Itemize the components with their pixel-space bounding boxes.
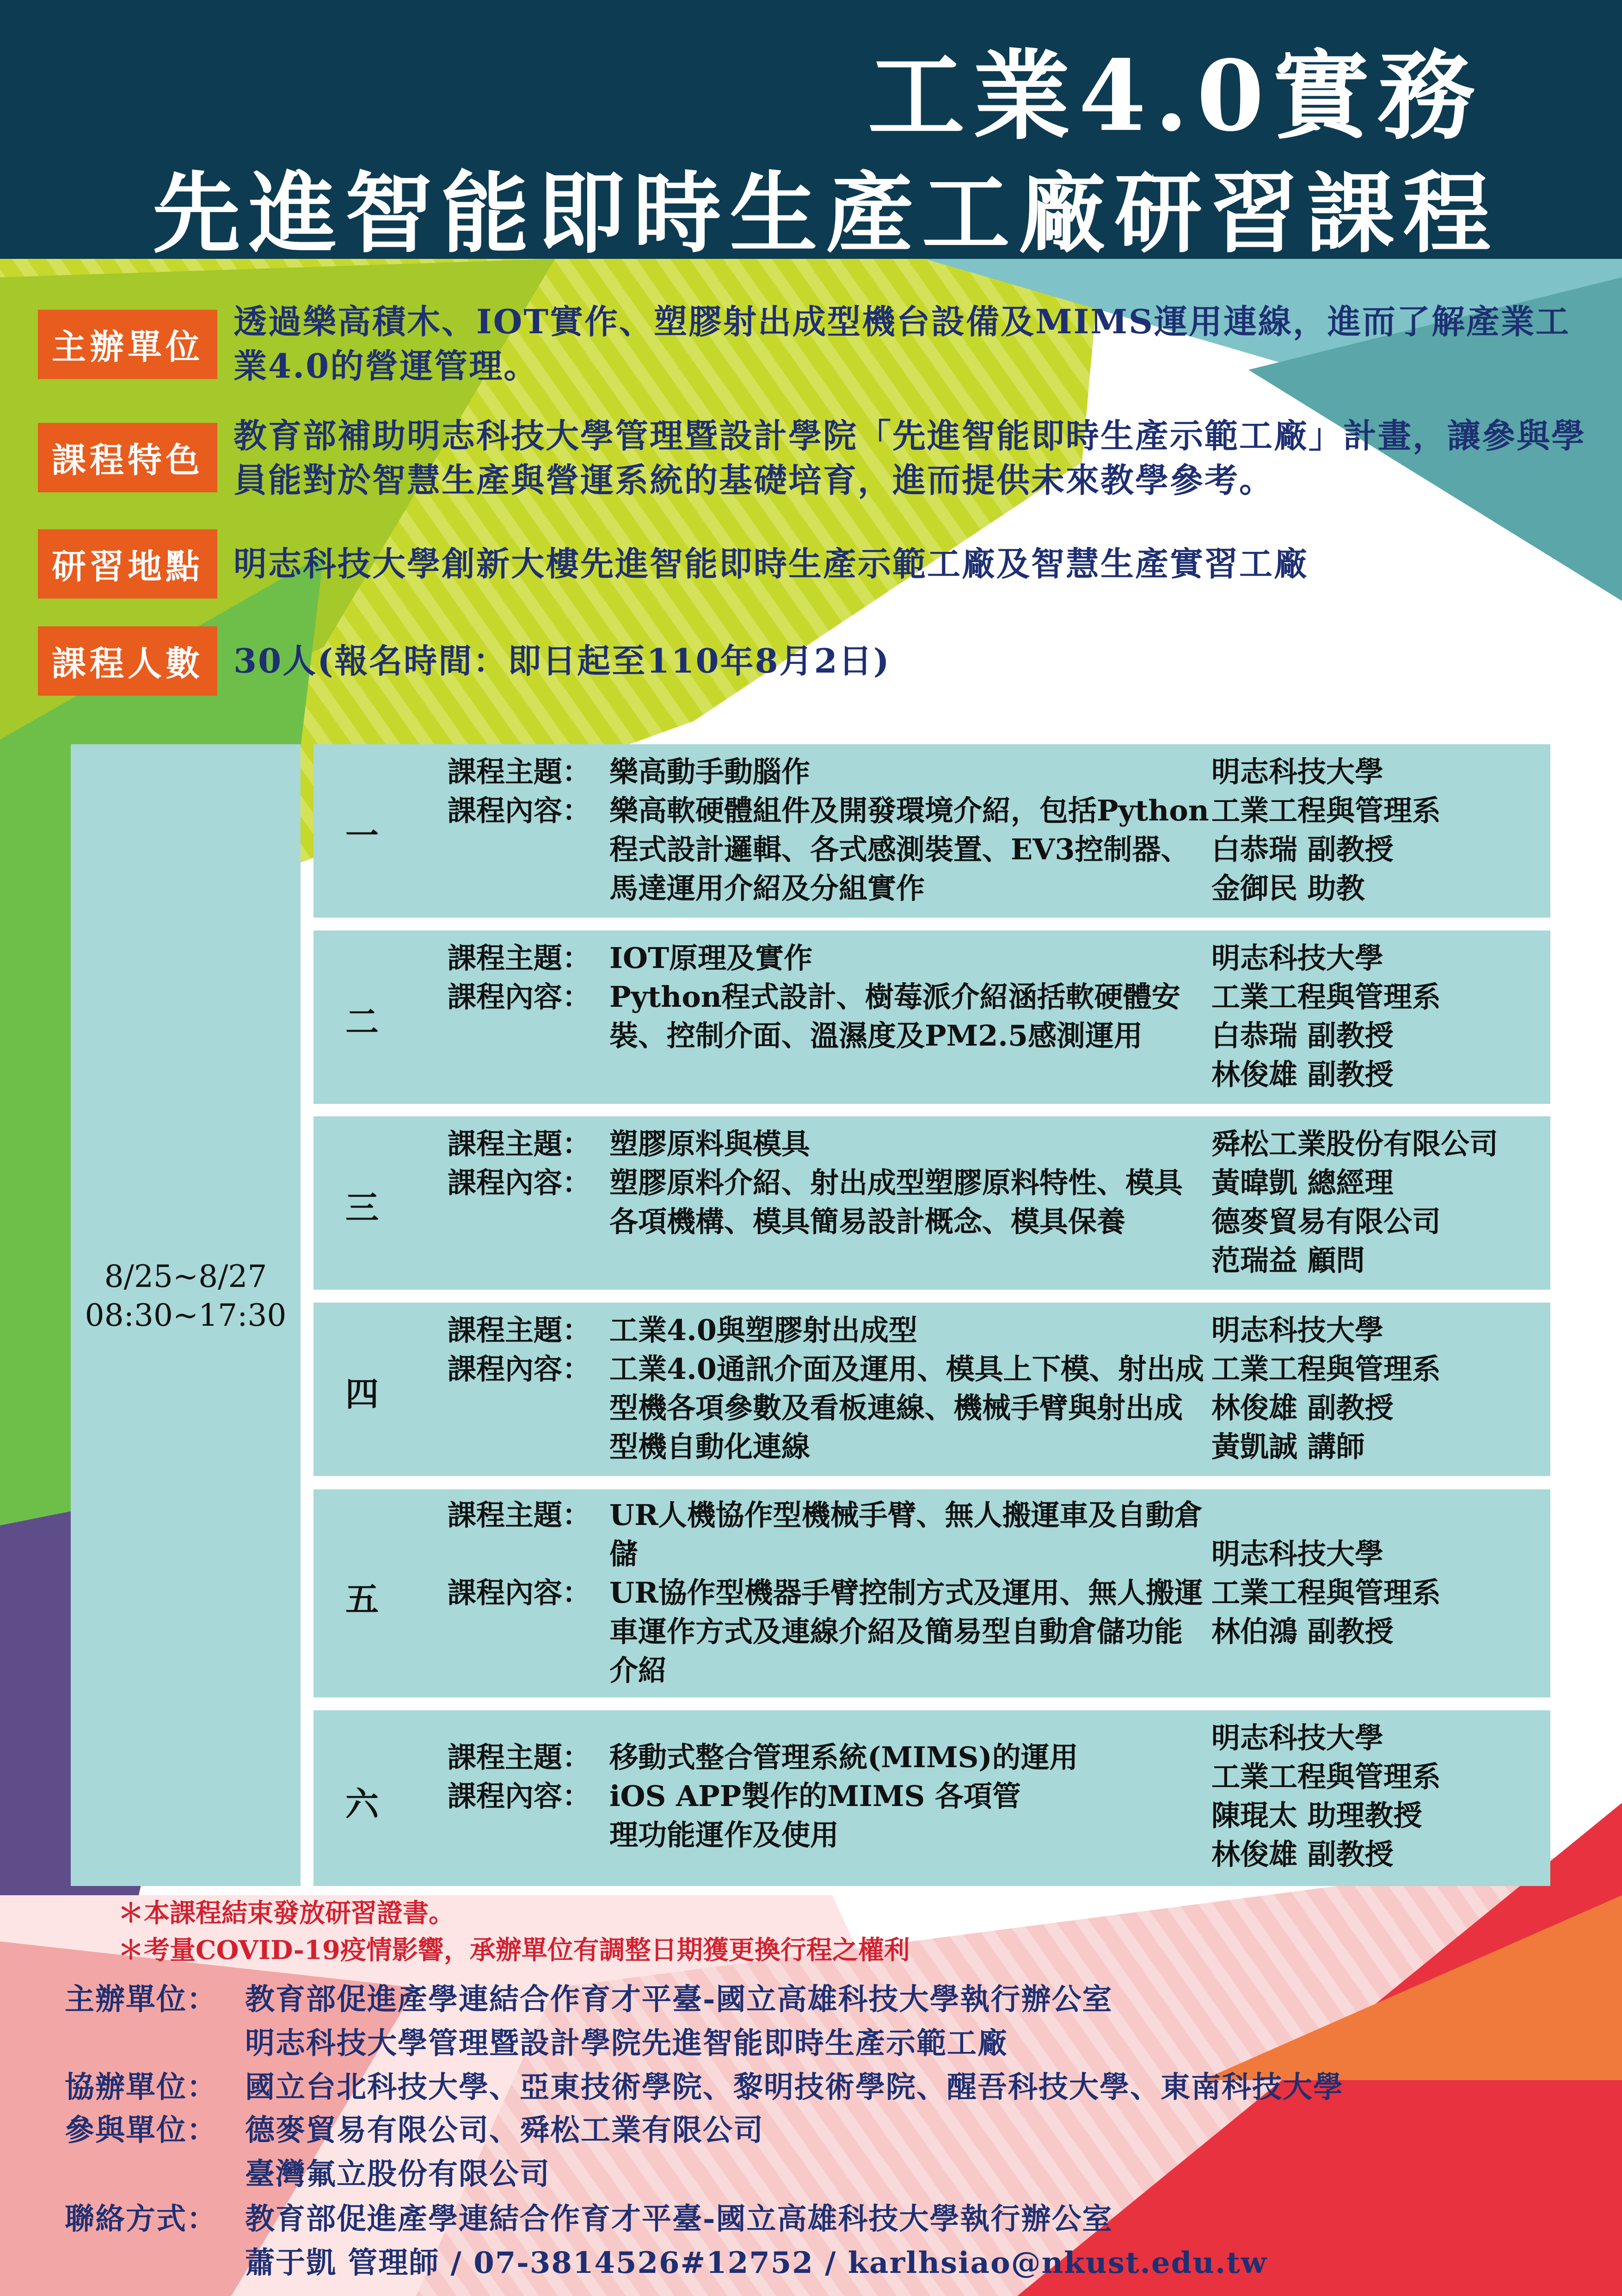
session-row <box>313 1116 1550 1290</box>
contact-label: 聯絡方式： <box>65 2202 217 2236</box>
instructor-line: 工業工程與管理系 <box>1211 1576 1441 1610</box>
instructor-line: 工業工程與管理系 <box>1211 980 1441 1014</box>
date-cell <box>71 744 301 1886</box>
topic-label: 課程主題： <box>448 755 591 789</box>
session-row <box>313 1710 1550 1886</box>
session-topic: 移動式整合管理系統(MIMS)的運用 <box>609 1740 1078 1774</box>
topic-label: 課程主題： <box>448 1127 591 1161</box>
instructor-line: 黃凱誠 講師 <box>1211 1430 1365 1463</box>
topic-label: 課程主題： <box>448 1313 591 1347</box>
content-label: 課程內容： <box>448 1576 591 1610</box>
title-line-2: 先進智能即時生產工廠研習課程 <box>153 162 1499 265</box>
session-row <box>313 744 1550 918</box>
topic-label: 課程主題： <box>448 1740 591 1774</box>
location-badge: 研習地點 <box>38 529 217 599</box>
session-instructor <box>1211 1719 1544 1874</box>
note-covid: ＊考量COVID-19疫情影響，承辦單位有調整日期獲更換行程之權利 <box>118 1935 910 1965</box>
session-row <box>313 1303 1550 1476</box>
instructor-line: 林俊雄 副教授 <box>1211 1391 1394 1425</box>
instructor-line: 林俊雄 副教授 <box>1211 1058 1394 1091</box>
session-instructor <box>1211 939 1544 1094</box>
instructor-line: 明志科技大學 <box>1211 755 1384 789</box>
participant-line-1: 德麥貿易有限公司、舜松工業有限公司 <box>245 2113 764 2148</box>
session-number: 二 <box>345 1002 379 1041</box>
instructor-line: 林俊雄 副教授 <box>1211 1837 1394 1871</box>
instructor-line: 金御民 助教 <box>1211 871 1365 905</box>
feature-badge: 課程特色 <box>38 423 217 492</box>
co-organizer-text: 國立台北科技大學、亞東技術學院、黎明技術學院、醒吾科技大學、東南科技大學 <box>245 2070 1344 2105</box>
instructor-line: 工業工程與管理系 <box>1211 794 1441 827</box>
session-row <box>313 931 1550 1104</box>
instructor-line: 舜松工業股份有限公司 <box>1211 1127 1499 1161</box>
session-topic: 塑膠原料與模具 <box>609 1127 811 1161</box>
content-label: 課程內容： <box>448 1779 591 1813</box>
session-topic: 樂高動手動腦作 <box>609 755 811 789</box>
instructor-line: 林伯鴻 副教授 <box>1211 1615 1394 1648</box>
instructor-line: 白恭瑞 副教授 <box>1211 833 1394 866</box>
session-content: Python程式設計、樹莓派介紹涵括軟硬體安裝、控制介面、溫濕度及PM2.5感測運用 <box>609 980 1180 1053</box>
note-certificate: ＊本課程結束發放研習證書。 <box>118 1898 455 1929</box>
session-content: 工業4.0通訊介面及運用、模具上下模、射出成型機各項參數及看板連線、機械手臂與射出成型機自動化連線 <box>609 1352 1204 1463</box>
session-number: 三 <box>345 1188 379 1227</box>
instructor-line: 范瑞益 顧問 <box>1211 1243 1365 1277</box>
title-line-1: 工業4.0實務 <box>867 39 1483 153</box>
participant-line-2: 臺灣氟立股份有限公司 <box>245 2157 550 2192</box>
instructor-line: 明志科技大學 <box>1211 1313 1384 1347</box>
organizer-label: 主辦單位： <box>65 1982 217 2017</box>
topic-label: 課程主題： <box>448 941 591 975</box>
session-row <box>313 1489 1550 1697</box>
content-label: 課程內容： <box>448 794 591 827</box>
instructor-line: 白恭瑞 副教授 <box>1211 1019 1394 1053</box>
course-time: 08:30~17:30 <box>85 1298 287 1333</box>
contact-line-1: 教育部促進產學連結合作育才平臺-國立高雄科技大學執行辦公室 <box>245 2202 1113 2236</box>
session-instructor <box>1211 753 1544 908</box>
session-instructor <box>1211 1311 1544 1466</box>
content-label: 課程內容： <box>448 1166 591 1200</box>
instructor-line: 明志科技大學 <box>1211 941 1384 975</box>
session-topic: UR人機協作型機械手臂、無人搬運車及自動倉儲 <box>609 1498 1203 1571</box>
session-topic: IOT原理及實作 <box>609 941 813 975</box>
session-number: 四 <box>345 1374 379 1414</box>
instructor-line: 明志科技大學 <box>1211 1537 1384 1571</box>
topic-label: 課程主題： <box>448 1498 591 1532</box>
session-number: 一 <box>345 816 379 855</box>
session-instructor <box>1211 1535 1544 1651</box>
session-content: iOS APP製作的MIMS 各項管理功能運作及使用 <box>609 1779 1021 1852</box>
content-label: 課程內容： <box>448 980 591 1014</box>
session-content: UR協作型機器手臂控制方式及運用、無人搬運車運作方式及連線介紹及簡易型自動倉儲功能介紹 <box>609 1576 1203 1687</box>
course-date: 8/25~8/27 <box>104 1259 267 1294</box>
organizer-line-2: 明志科技大學管理暨設計學院先進智能即時生產示範工廠 <box>245 2026 1008 2061</box>
co-organizer-label: 協辦單位： <box>65 2070 217 2105</box>
content-label: 課程內容： <box>448 1352 591 1386</box>
organizer-badge: 主辦單位 <box>38 310 217 379</box>
session-number: 五 <box>345 1580 379 1619</box>
info-text-4: 30人(報名時間：即日起至110年8月2日) <box>233 641 891 680</box>
instructor-line: 明志科技大學 <box>1211 1721 1384 1755</box>
instructor-line: 陳琨太 助理教授 <box>1211 1799 1422 1832</box>
contact-line-2: 蕭于凱 管理師 / 07-3814526#12752 / karlhsiao@nkust.edu.tw <box>245 2246 1267 2280</box>
participant-label: 參與單位： <box>65 2113 217 2148</box>
capacity-badge: 課程人數 <box>38 626 217 696</box>
organizer-line-1: 教育部促進產學連結合作育才平臺-國立高雄科技大學執行辦公室 <box>245 1982 1113 2017</box>
info-text-2: 教育部補助明志科技大學管理暨設計學院「先進智能即時生產示範工廠」計畫，讓參與學員能對於智慧生產與營運系統的基礎培育，進而提供未來教學參考。 <box>233 416 1586 500</box>
session-topic: 工業4.0與塑膠射出成型 <box>609 1313 917 1347</box>
instructor-line: 工業工程與管理系 <box>1211 1352 1441 1386</box>
session-content: 塑膠原料介紹、射出成型塑膠原料特性、模具各項機構、模具簡易設計概念、模具保養 <box>609 1166 1183 1238</box>
info-text-1: 透過樂高積木、IOT實作、塑膠射出成型機台設備及MIMS運用連線，進而了解產業工業4.0的營運管理。 <box>233 302 1571 386</box>
date-text <box>71 1257 301 1335</box>
session-instructor <box>1211 1125 1544 1280</box>
instructor-line: 工業工程與管理系 <box>1211 1760 1441 1794</box>
info-text-3: 明志科技大學創新大樓先進智能即時生產示範工廠及智慧生產實習工廠 <box>233 544 1309 583</box>
instructor-line: 黃暐凱 總經理 <box>1211 1166 1394 1200</box>
instructor-line: 德麥貿易有限公司 <box>1211 1205 1441 1238</box>
session-number: 六 <box>345 1784 379 1824</box>
session-content: 樂高軟硬體組件及開發環境介紹，包括Python程式設計邏輯、各式感測裝置、EV3控制器、馬達運用介紹及分組實作 <box>609 794 1209 905</box>
